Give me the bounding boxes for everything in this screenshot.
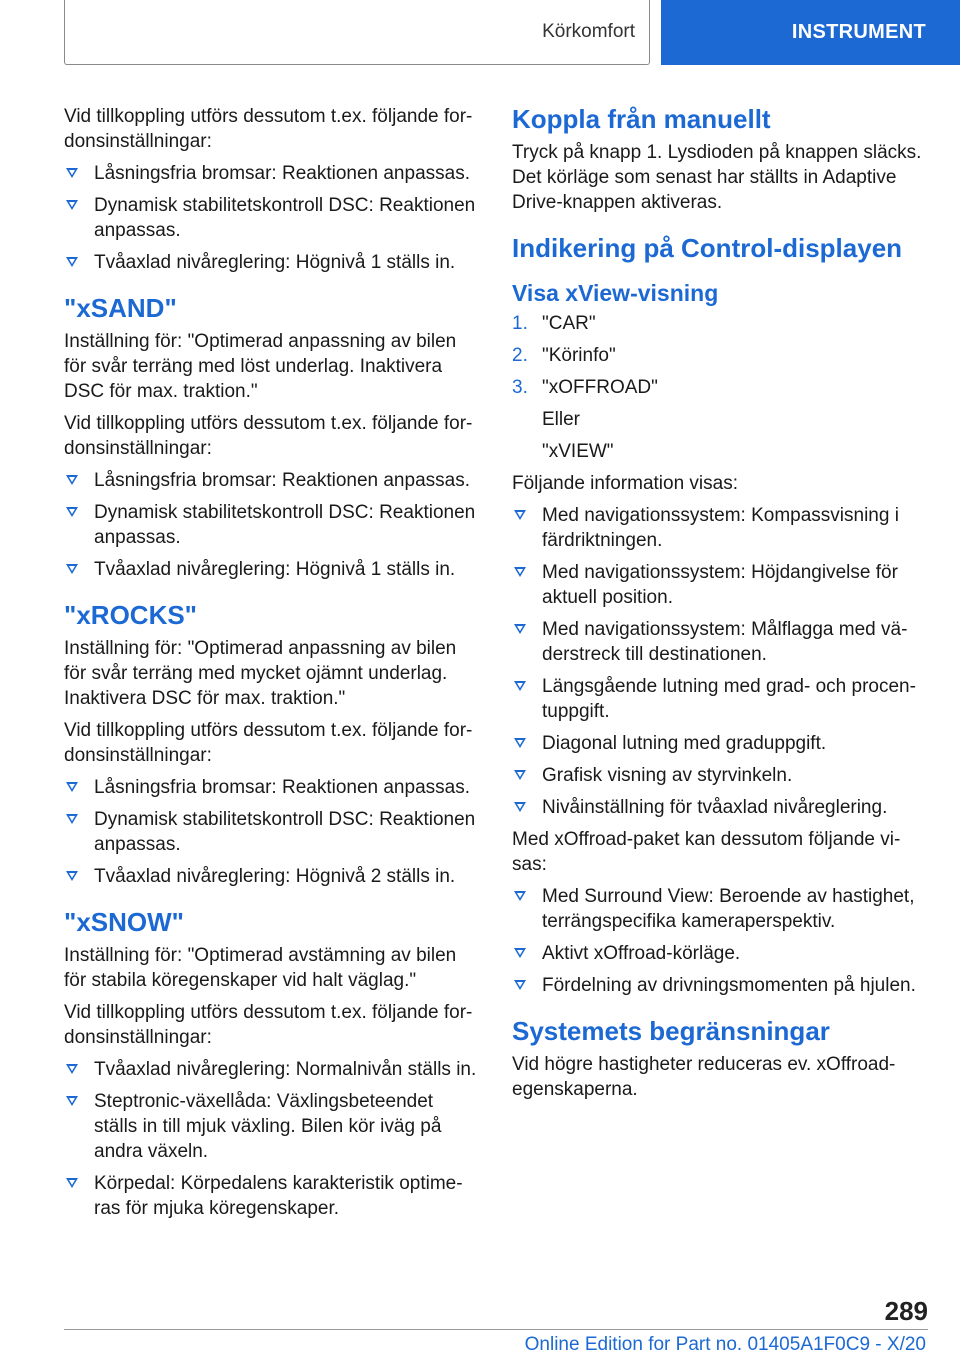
- triangle-bullet-icon: [66, 564, 78, 574]
- step-item: 1. "CAR": [512, 313, 596, 334]
- xrocks-setting: Inställning för: "Optimerad anpassning av bilen för svår terräng med mycket ojämnt underlag. Inaktivera DSC för max. traktion.": [64, 638, 457, 709]
- list-item: Med Surround View: Beroende av hastighet, terrängspecifika kameraperspektiv.: [512, 884, 928, 934]
- triangle-bullet-icon: [514, 510, 526, 520]
- xsand-setting: Inställning för: "Optimerad anpassning av bilen för svår terräng med löst underlag. Inaktivera DSC för max. traktion.": [64, 331, 457, 402]
- step-item: 3. "xOFFROAD": [512, 377, 658, 398]
- step-item: 2. "Körinfo": [512, 345, 616, 366]
- triangle-bullet-icon: [66, 507, 78, 517]
- alt-menu-text: "xVIEW": [542, 441, 614, 462]
- right-column: [512, 104, 928, 1109]
- info-list: [512, 503, 928, 820]
- chapter-tab-label: INSTRUMENT: [791, 21, 926, 43]
- left-column: [64, 104, 480, 1228]
- triangle-bullet-icon: [66, 1096, 78, 1106]
- package-list: [512, 884, 928, 998]
- list-item: Tvåaxlad nivåreglering: Högnivå 2 ställs in.: [64, 864, 480, 889]
- xsand-heading: "xSAND": [64, 293, 177, 323]
- list-item: Dynamisk stabilitetskontroll DSC: Reaktionen anpassas.: [64, 193, 480, 243]
- xview-steps: [512, 311, 928, 400]
- triangle-bullet-icon: [66, 782, 78, 792]
- or-text: Eller: [542, 409, 581, 430]
- xsnow-heading: "xSNOW": [64, 907, 184, 937]
- triangle-bullet-icon: [514, 681, 526, 691]
- list-item: Dynamisk stabilitetskontroll DSC: Reaktionen anpassas.: [64, 807, 480, 857]
- list-item: Diagonal lutning med graduppgift.: [512, 731, 928, 756]
- list-item: Längsgående lutning med grad- och procentuppgift.: [512, 674, 928, 724]
- xrocks-intro: Vid tillkoppling utförs dessutom t.ex. följande fordonsinställningar:: [64, 720, 473, 766]
- xrocks-heading: "xROCKS": [64, 600, 198, 630]
- list-item: Tvåaxlad nivåreglering: Normalnivån ställs in.: [64, 1057, 480, 1082]
- limits-heading: Systemets begränsningar: [512, 1016, 830, 1046]
- intro-list: [64, 161, 480, 275]
- triangle-bullet-icon: [514, 891, 526, 901]
- triangle-bullet-icon: [66, 475, 78, 485]
- list-item: Steptronic-växellåda: Växlingsbeteendet ställs in till mjuk växling. Bilen kör iväg på andra växeln.: [64, 1089, 480, 1164]
- xsand-list: [64, 468, 480, 582]
- section-tab: [64, 0, 650, 65]
- list-item: Dynamisk stabilitetskontroll DSC: Reaktionen anpassas.: [64, 500, 480, 550]
- triangle-bullet-icon: [514, 567, 526, 577]
- section-tab-label: Körkomfort: [542, 21, 635, 42]
- triangle-bullet-icon: [514, 770, 526, 780]
- page-number: 289: [884, 1296, 928, 1326]
- footer-divider: [64, 1329, 928, 1330]
- triangle-bullet-icon: [514, 948, 526, 958]
- list-item: Med navigationssystem: Målflagga med väderstreck till destinationen.: [512, 617, 928, 667]
- list-item: Med navigationssystem: Kompassvisning i färdriktningen.: [512, 503, 928, 553]
- triangle-bullet-icon: [66, 257, 78, 267]
- list-item: Låsningsfria bromsar: Reaktionen anpassas.: [64, 468, 480, 493]
- list-item: Aktivt xOffroad-körläge.: [512, 941, 928, 966]
- list-item: Grafisk visning av styrvinkeln.: [512, 763, 928, 788]
- xsnow-list: [64, 1057, 480, 1221]
- triangle-bullet-icon: [514, 738, 526, 748]
- triangle-bullet-icon: [66, 200, 78, 210]
- manual-off-heading: Koppla från manuellt: [512, 104, 771, 134]
- intro-paragraph: Vid tillkoppling utförs dessutom t.ex. följande fordonsinställningar:: [64, 106, 473, 152]
- triangle-bullet-icon: [66, 814, 78, 824]
- triangle-bullet-icon: [514, 980, 526, 990]
- xsnow-intro: Vid tillkoppling utförs dessutom t.ex. följande fordonsinställningar:: [64, 1002, 473, 1048]
- manual-off-text: Tryck på knapp 1. Lysdioden på knappen släcks. Det körläge som senast har ställts in Adaptive Drive-knappen aktiveras.: [512, 142, 922, 213]
- chapter-tab: [661, 0, 960, 65]
- list-item: Tvåaxlad nivåreglering: Högnivå 1 ställs in.: [64, 250, 480, 275]
- xrocks-list: [64, 775, 480, 889]
- control-display-heading: Indikering på Control-displayen: [512, 233, 903, 263]
- list-item: Körpedal: Körpedalens karakteristik optimeras för mjuka köregenskaper.: [64, 1171, 480, 1221]
- limits-text: Vid högre hastigheter reduceras ev. xOffroad-egenskaperna.: [512, 1054, 896, 1100]
- footer-edition-text: Online Edition for Part no. 01405A1F0C9 - X/20: [524, 1334, 926, 1355]
- list-item: Tvåaxlad nivåreglering: Högnivå 1 ställs in.: [64, 557, 480, 582]
- list-item: Fördelning av drivningsmomenten på hjulen.: [512, 973, 928, 998]
- list-item: Med navigationssystem: Höjdangivelse för aktuell position.: [512, 560, 928, 610]
- triangle-bullet-icon: [514, 624, 526, 634]
- list-item: Låsningsfria bromsar: Reaktionen anpassas.: [64, 775, 480, 800]
- triangle-bullet-icon: [66, 1064, 78, 1074]
- xsand-intro: Vid tillkoppling utförs dessutom t.ex. följande fordonsinställningar:: [64, 413, 473, 459]
- triangle-bullet-icon: [514, 802, 526, 812]
- xsnow-setting: Inställning för: "Optimerad avstämning av bilen för stabila köregenskaper vid halt väglag.": [64, 945, 457, 991]
- list-item: Nivåinställning för tvåaxlad nivåreglering.: [512, 795, 928, 820]
- package-intro: Med xOffroad-paket kan dessutom följande visas:: [512, 829, 901, 875]
- info-intro: Följande information visas:: [512, 473, 738, 494]
- triangle-bullet-icon: [66, 168, 78, 178]
- triangle-bullet-icon: [66, 1178, 78, 1188]
- xview-subheading: Visa xView-visning: [512, 280, 719, 306]
- triangle-bullet-icon: [66, 871, 78, 881]
- list-item: Låsningsfria bromsar: Reaktionen anpassas.: [64, 161, 480, 186]
